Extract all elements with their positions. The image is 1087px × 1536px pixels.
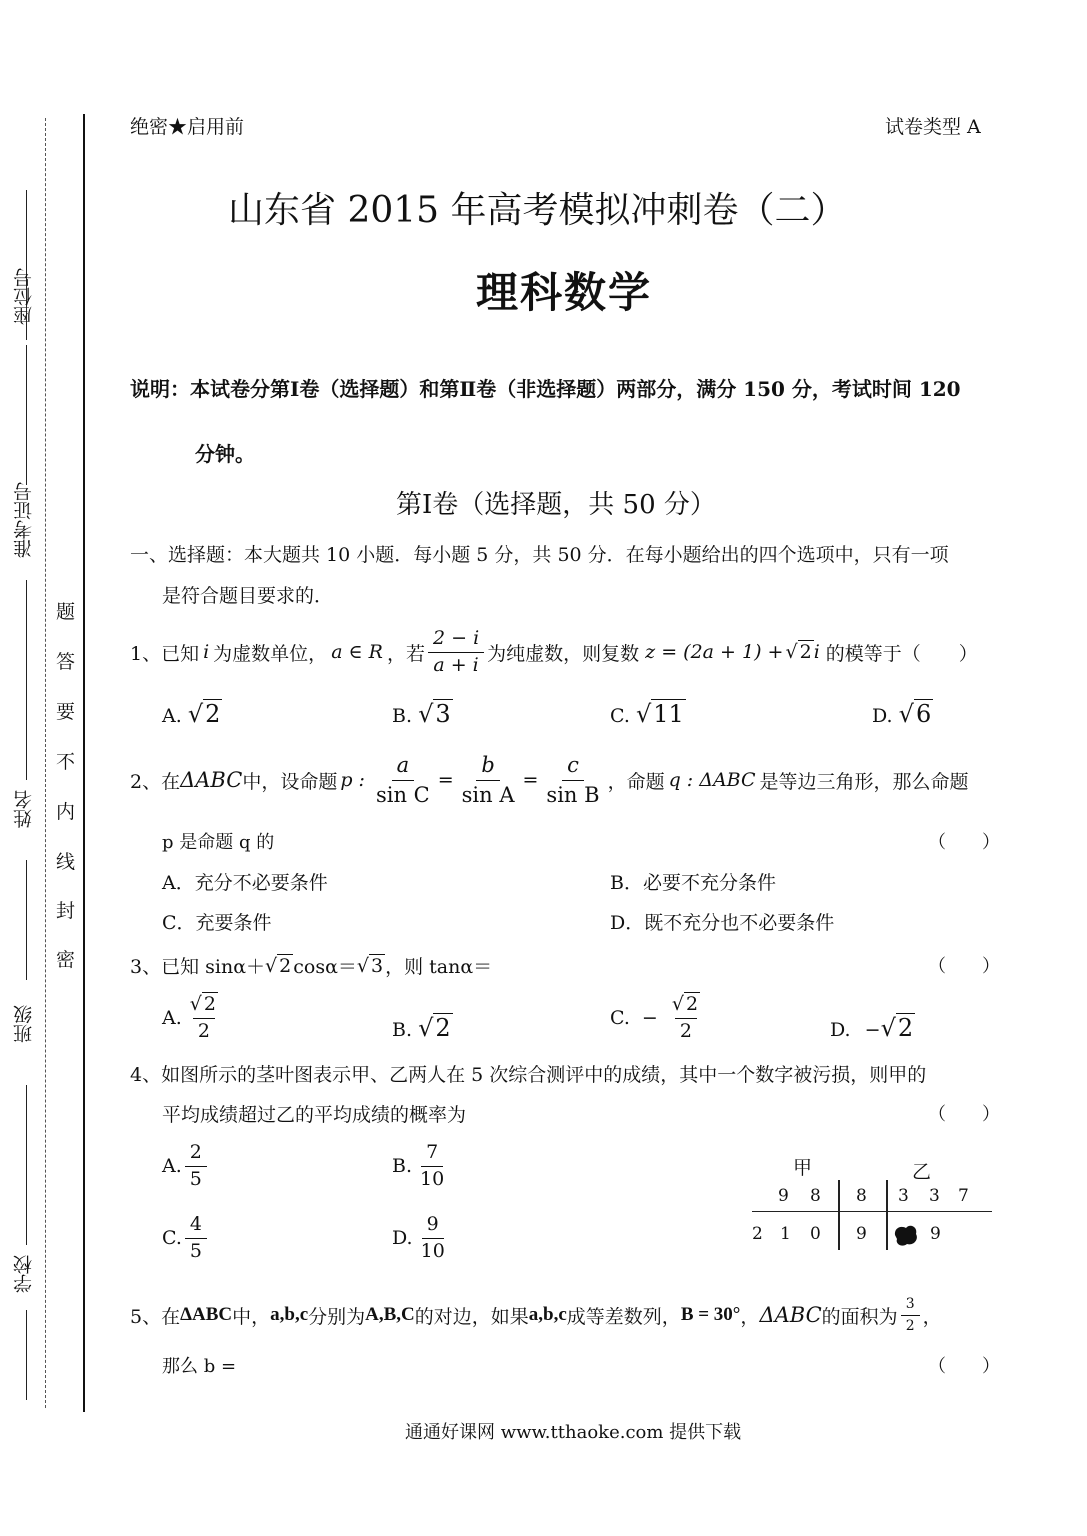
q4-option-b[interactable]: B. $\frac{7}{10}$ bbox=[392, 1141, 445, 1190]
footer-source: 通通好课网 www.tthaoke.com 提供下载 bbox=[405, 1422, 742, 1443]
q1-t1: 为虚数单位， bbox=[213, 642, 328, 665]
leaf-yi: 7 bbox=[958, 1186, 969, 1206]
seal-solid-line bbox=[83, 114, 85, 1412]
q3-stem bbox=[130, 952, 492, 979]
q2-frac-1: $\frac{a}{\text{sin C}}$ bbox=[375, 753, 430, 807]
exam-no-underline bbox=[26, 345, 27, 485]
q3-answer-paren: （ ） bbox=[928, 956, 1000, 977]
stem-value: 8 bbox=[856, 1186, 867, 1206]
seat-label: 座位号 bbox=[13, 268, 35, 325]
q2-frac-2: $\frac{b}{\text{sin A}}$ bbox=[461, 753, 515, 807]
q2-option-d[interactable]: D．既不充分也不必要条件 bbox=[610, 912, 835, 934]
leaf-jia: 1 bbox=[780, 1224, 791, 1244]
q5-area-fraction: $\frac{3}{2}$ bbox=[901, 1296, 920, 1333]
q1-t3: 为纯虚数，则复数 bbox=[487, 642, 640, 665]
q1-frac-den: a + i bbox=[433, 653, 479, 676]
subject-title: 理科数学 bbox=[476, 268, 653, 317]
q2-answer-paren: （ ） bbox=[928, 832, 1000, 853]
q4-option-c[interactable]: C. $\frac{4}{5}$ bbox=[162, 1214, 210, 1263]
stem-leaf-horizontal-rule bbox=[752, 1211, 992, 1212]
q2-t3: 是等边三角形，那么命题 bbox=[759, 770, 969, 793]
school-underline bbox=[26, 1310, 27, 1400]
q2-t1: 中，设命题 bbox=[242, 770, 338, 793]
q2-option-c[interactable]: C．充要条件 bbox=[162, 912, 272, 934]
q1-lead: 1、已知 bbox=[130, 642, 200, 665]
section1-line2: 是符合题目要求的． bbox=[162, 585, 334, 607]
q1-option-c[interactable]: C. √11 bbox=[610, 700, 684, 728]
q4-line2: 平均成绩超过乙的平均成绩的概率为 bbox=[162, 1104, 467, 1126]
class-label: 班级 bbox=[13, 1005, 35, 1043]
q2-tri: ΔABC bbox=[180, 768, 243, 792]
q1-fraction bbox=[428, 628, 484, 677]
q1-i: i bbox=[203, 641, 210, 663]
stem-leaf-yi-header: 乙 bbox=[912, 1161, 932, 1183]
seal-char: 内 bbox=[56, 801, 76, 823]
q3-option-b[interactable]: B. √2 bbox=[392, 1014, 451, 1042]
seal-char: 封 bbox=[56, 900, 76, 922]
q1-option-d[interactable]: D. √6 bbox=[872, 700, 932, 728]
q1-t4: 的模等于（ ） bbox=[825, 642, 978, 665]
stem-leaf-left-divider bbox=[838, 1180, 840, 1250]
name-label: 姓名 bbox=[13, 790, 35, 828]
seal-char: 线 bbox=[56, 851, 76, 873]
q5-answer-paren: （ ） bbox=[928, 1356, 1000, 1377]
leaf-yi: 9 bbox=[930, 1224, 941, 1244]
exam-no-label: 准考证号 bbox=[13, 482, 35, 558]
q3-t1: cosα＝ bbox=[293, 956, 357, 978]
q4-option-d[interactable]: D. $\frac{9}{10}$ bbox=[392, 1213, 445, 1262]
smudge-blot bbox=[892, 1222, 920, 1248]
leaf-jia: 8 bbox=[810, 1186, 821, 1206]
q3-t2: ，则 tanα＝ bbox=[385, 956, 493, 978]
seal-char: 密 bbox=[56, 949, 76, 971]
q1-sqrt: √ 2 bbox=[785, 641, 812, 663]
exam-title: 山东省 2015 年高考模拟冲刺卷（二） bbox=[228, 190, 847, 231]
stem-value: 9 bbox=[856, 1224, 867, 1244]
q4-option-a[interactable]: A. $\frac{2}{5}$ bbox=[162, 1142, 210, 1191]
stem-leaf-right-divider bbox=[886, 1180, 888, 1250]
fold-dashed-line bbox=[45, 118, 46, 1408]
class-underline bbox=[26, 1085, 27, 1245]
leaf-yi: 3 bbox=[929, 1186, 940, 1206]
paper-type: 试卷类型 A bbox=[885, 116, 981, 138]
q2-t2: ，命题 bbox=[607, 770, 665, 793]
exam-no-underline-2 bbox=[26, 580, 27, 780]
q3-sqrt-2: √ 2 bbox=[265, 954, 292, 977]
q2-eq-2: = bbox=[522, 769, 539, 791]
secret-mark: 绝密★启用前 bbox=[130, 116, 245, 138]
q1-a-in-r: a ∈ R bbox=[331, 641, 383, 663]
instructions-line2: 分钟。 bbox=[195, 442, 255, 466]
instructions-line1: 说明：本试卷分第Ⅰ卷（选择题）和第Ⅱ卷（非选择题）两部分，满分 150 分，考试时间 120 bbox=[130, 377, 961, 401]
q2-eq: = bbox=[437, 769, 454, 791]
q5-stem: 5、在 ΔABC 中， a,b,c 分别为 A,B,C 的对边，如果 a,b,c 成等差数列， B = 30° ， ΔABC 的面积为 $\frac{3}{2}$ ， bbox=[130, 1296, 942, 1334]
q3-option-c[interactable]: C. − $\frac{√ 2}{2}$ bbox=[610, 993, 699, 1042]
q2-p: p : bbox=[340, 769, 365, 791]
seal-char: 答 bbox=[56, 651, 76, 673]
q2-lead: 2、在 bbox=[130, 770, 181, 793]
q2-frac-3: $\frac{c}{\text{sin B}}$ bbox=[546, 753, 600, 807]
seal-char: 题 bbox=[56, 601, 76, 623]
stem-leaf-jia-header: 甲 bbox=[793, 1157, 813, 1179]
q1-z-i: i bbox=[813, 641, 820, 663]
q3-option-d[interactable]: D. −√2 bbox=[830, 1014, 914, 1042]
q4-line1: 4、如图所示的茎叶图表示甲、乙两人在 5 次综合测评中的成绩，其中一个数字被污损，则甲的 bbox=[130, 1064, 927, 1086]
q3-lead: 3、已知 sinα＋ bbox=[130, 956, 266, 978]
q1-z-expr: z = (2a + 1) + bbox=[645, 641, 784, 663]
leaf-yi: 3 bbox=[898, 1186, 909, 1206]
q2-option-b[interactable]: B．必要不充分条件 bbox=[610, 872, 776, 894]
q3-option-a[interactable]: A. $\frac{√ 2}{2}$ bbox=[162, 993, 216, 1042]
seal-char: 不 bbox=[56, 751, 76, 773]
q2-option-a[interactable]: A．充分不必要条件 bbox=[162, 872, 328, 894]
q5-line2: 那么 b = bbox=[162, 1356, 237, 1377]
name-underline bbox=[26, 860, 27, 980]
leaf-jia: 0 bbox=[810, 1224, 821, 1244]
q4-answer-paren: （ ） bbox=[928, 1104, 1000, 1125]
q3-sqrt-3: √ 3 bbox=[356, 954, 384, 977]
seal-char: 要 bbox=[56, 701, 76, 723]
q1-t2: ，若 bbox=[386, 642, 425, 665]
q1-option-b[interactable]: B. √3 bbox=[392, 700, 451, 728]
q1-stem bbox=[130, 620, 978, 684]
q2-q: q : ΔABC bbox=[668, 769, 756, 791]
q2-stem bbox=[130, 748, 969, 812]
leaf-jia: 2 bbox=[752, 1224, 763, 1244]
section1-line1: 一、选择题：本大题共 10 小题．每小题 5 分，共 50 分．在每小题给出的四个选项中，只有一项 bbox=[130, 544, 949, 566]
leaf-jia: 9 bbox=[778, 1186, 789, 1206]
part1-title: 第Ⅰ卷（选择题，共 50 分） bbox=[396, 490, 716, 520]
q1-frac-num: 2 − i bbox=[428, 628, 484, 653]
school-label: 学校 bbox=[13, 1255, 35, 1293]
q2-line2: p 是命题 q 的 bbox=[162, 832, 275, 853]
q1-option-a[interactable]: A. √2 bbox=[162, 700, 221, 728]
